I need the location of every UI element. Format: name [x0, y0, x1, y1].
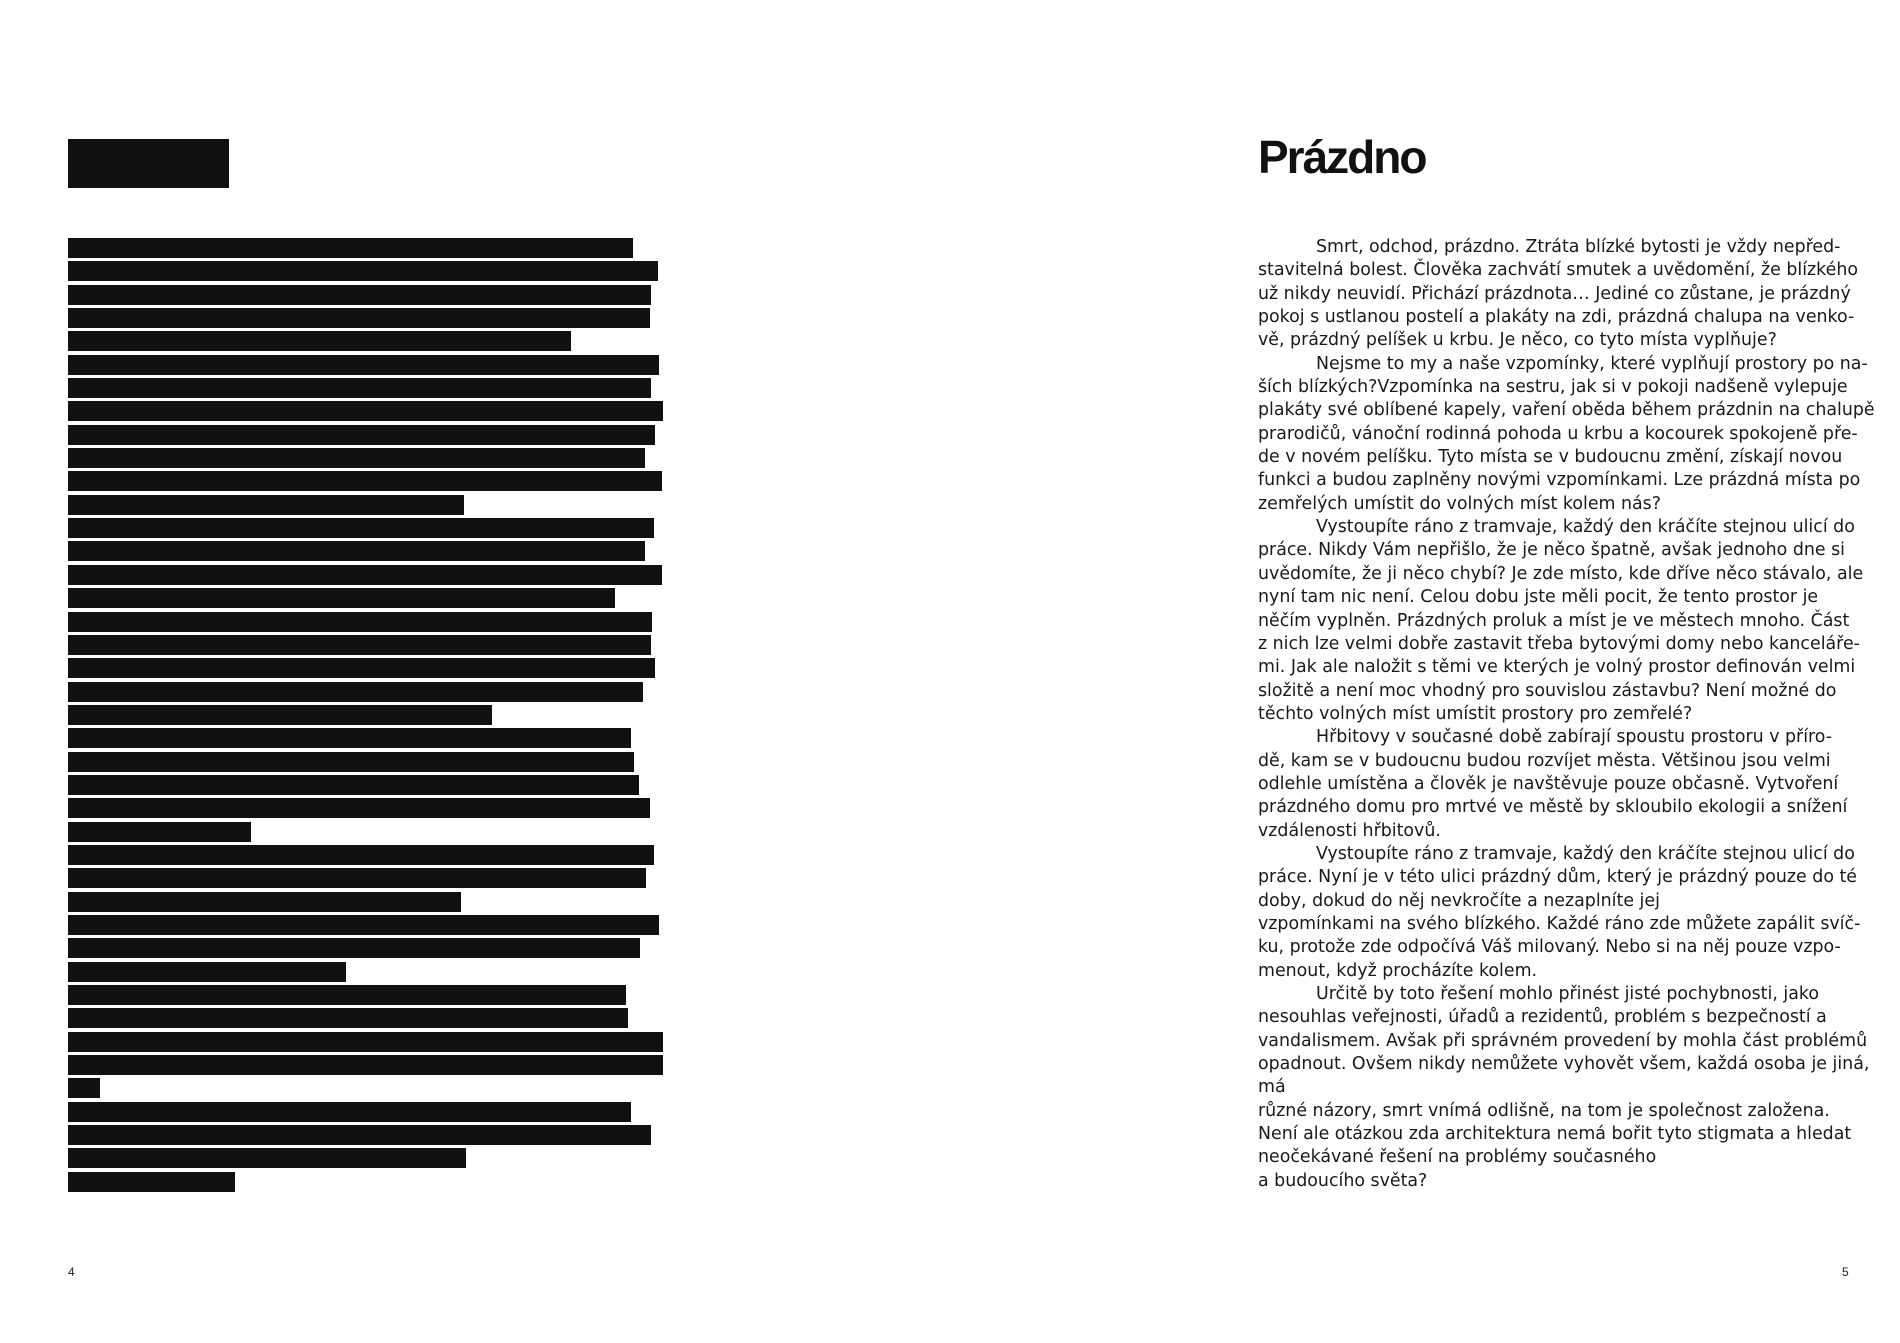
redaction-bar: [68, 308, 650, 328]
redaction-bar: [68, 495, 464, 515]
redaction-bar: [68, 985, 626, 1005]
text-line: Vystoupíte ráno z tramvaje, každý den kráčíte stejnou ulicí do: [1316, 517, 1855, 538]
redaction-bar: [68, 378, 651, 398]
text-line: vě, prázdný pelíšek u krbu. Je něco, co tyto místa vyplňuje?: [1258, 330, 1777, 351]
text-line: Určitě by toto řešení mohlo přinést jisté pochybnosti, jako: [1316, 984, 1819, 1004]
text-line: vzdálenosti hřbitovů.: [1258, 820, 1441, 841]
redaction-bar: [68, 565, 662, 585]
redaction-bar: [68, 401, 663, 421]
redaction-bar: [68, 541, 645, 561]
text-line: práce. Nikdy Vám nepřišlo, že je něco špatně, avšak jednoho dne si: [1258, 540, 1846, 561]
redaction-bar: [68, 822, 251, 842]
text-line: prázdného domu pro mrtvé ve městě by skloubilo ekologii a snížení: [1258, 797, 1848, 818]
redaction-bar: [68, 915, 659, 935]
text-line: něčím vyplněn. Prázdných proluk a míst je ve městech mnoho. Část: [1258, 610, 1850, 631]
text-line: různé názory, smrt vnímá odlišně, na tom je společnost založena.: [1258, 1100, 1830, 1121]
text-line: doby, dokud do něj nevkročíte a nezaplníte jej: [1258, 890, 1660, 911]
redaction-bar: [68, 471, 662, 491]
text-line: de v novém pelíšku. Tyto místa se v budoucnu změní, získají novou: [1258, 447, 1843, 468]
text-line: už nikdy neuvidí. Přichází prázdnota… Jediné co zůstane, je prázdný: [1258, 283, 1851, 304]
redaction-bar: [68, 425, 655, 445]
text-line: mi. Jak ale naložit s těmi ve kterých je volný prostor definován velmi: [1258, 657, 1856, 678]
text-line: těchto volných míst umístit prostory pro zemřelé?: [1258, 703, 1693, 724]
redaction-bar: [68, 635, 651, 655]
text-line: stavitelná bolest. Člověka zachvátí smutek a uvědomění, že blízkého: [1258, 260, 1858, 281]
redaction-bar: [68, 1055, 663, 1075]
redaction-bar: [68, 752, 634, 772]
page-number-right: 5: [1842, 1265, 1849, 1279]
redacted-title-block: [68, 139, 229, 188]
redaction-bar: [68, 1008, 628, 1028]
redaction-bar: [68, 518, 654, 538]
text-line: funkci a budou zaplněny novými vzpomínkami. Lze prázdná místa po: [1258, 470, 1861, 491]
redaction-bar: [68, 1148, 466, 1168]
text-line: Hřbitovy v současné době zabírají spoustu prostoru v příro-: [1316, 727, 1833, 748]
redaction-bar: [68, 1078, 100, 1098]
redaction-bar: [68, 355, 659, 375]
text-line: Nejsme to my a naše vzpomínky, které vyplňují prostory po na-: [1316, 353, 1868, 374]
redaction-bar: [68, 612, 652, 632]
text-line: Vystoupíte ráno z tramvaje, každý den kráčíte stejnou ulicí do: [1316, 843, 1855, 864]
text-line: menout, když procházíte kolem.: [1258, 960, 1538, 981]
redacted-text-block: [68, 238, 663, 1195]
redaction-bar: [68, 682, 643, 702]
text-line: dě, kam se v budoucnu budou rozvíjet města. Většinou jsou velmi: [1258, 750, 1831, 771]
text-line: vzpomínkami na svého blízkého. Každé ráno zde můžete zapálit svíč-: [1258, 913, 1861, 934]
redaction-bar: [68, 238, 633, 258]
redaction-bar: [68, 868, 646, 888]
text-line: uvědomíte, že ji něco chybí? Je zde místo, kde dříve něco stávalo, ale: [1258, 563, 1864, 584]
body-text: [1258, 236, 1875, 1193]
text-line: má: [1258, 1077, 1286, 1098]
text-line: nesouhlas veřejnosti, úřadů a rezidentů, problém s bezpečností a: [1258, 1007, 1827, 1028]
redaction-bar: [68, 845, 654, 865]
text-line: Smrt, odchod, prázdno. Ztráta blízké bytosti je vždy nepřed-: [1316, 237, 1841, 257]
text-line: opadnout. Ovšem nikdy nemůžete vyhovět všem, každá osoba je jiná,: [1258, 1054, 1870, 1075]
redaction-bar: [68, 448, 645, 468]
redaction-bar: [68, 1102, 631, 1122]
redaction-bar: [68, 588, 615, 608]
page-number-left: 4: [68, 1265, 75, 1279]
redaction-bar: [68, 1125, 651, 1145]
redaction-bar: [68, 798, 650, 818]
redaction-bar: [68, 261, 658, 281]
text-line: ších blízkých?Vzpomínka na sestru, jak si v pokoji nadšeně vylepuje: [1258, 377, 1848, 398]
redaction-bar: [68, 1172, 235, 1192]
redaction-bar: [68, 705, 492, 725]
text-line: z nich lze velmi dobře zastavit třeba bytovými domy nebo kanceláře-: [1258, 633, 1860, 654]
text-line: neočekávané řešení na problémy současného: [1258, 1147, 1657, 1168]
redaction-bar: [68, 892, 461, 912]
text-line: pokoj s ustlanou postelí a plakáty na zdi, prázdná chalupa na venko-: [1258, 307, 1855, 328]
redaction-bar: [68, 658, 655, 678]
redaction-bar: [68, 962, 346, 982]
redaction-bar: [68, 938, 640, 958]
page-heading: Prázdno: [1258, 131, 1426, 183]
text-line: práce. Nyní je v této ulici prázdný dům, který je prázdný pouze do té: [1258, 867, 1858, 888]
text-line: prarodičů, vánoční rodinná pohoda u krbu a kocourek spokojeně pře-: [1258, 423, 1858, 444]
text-line: vandalismem. Avšak při správném provedení by mohla část problémů: [1258, 1030, 1868, 1051]
redaction-bar: [68, 1032, 663, 1052]
text-line: a budoucího světa?: [1258, 1170, 1428, 1191]
text-line: nyní tam nic není. Celou dobu jste měli pocit, že tento prostor je: [1258, 587, 1819, 608]
redaction-bar: [68, 775, 639, 795]
text-line: složitě a není moc vhodný pro souvislou zástavbu? Není možné do: [1258, 680, 1837, 701]
text-line: odlehle umístěna a člověk je navštěvuje pouze občasně. Vytvoření: [1258, 773, 1839, 794]
text-line: Není ale otázkou zda architektura nemá bořit tyto stigmata a hledat: [1258, 1124, 1852, 1145]
redaction-bar: [68, 285, 651, 305]
text-line: plakáty své oblíbené kapely, vaření oběda během prázdnin na chalupě: [1258, 400, 1875, 421]
text-line: zemřelých umístit do volných míst kolem nás?: [1258, 493, 1661, 514]
text-line: ku, protože zde odpočívá Váš milovaný. Nebo si na něj pouze vzpo-: [1258, 937, 1841, 958]
redaction-bar: [68, 728, 631, 748]
redaction-bar: [68, 331, 571, 351]
